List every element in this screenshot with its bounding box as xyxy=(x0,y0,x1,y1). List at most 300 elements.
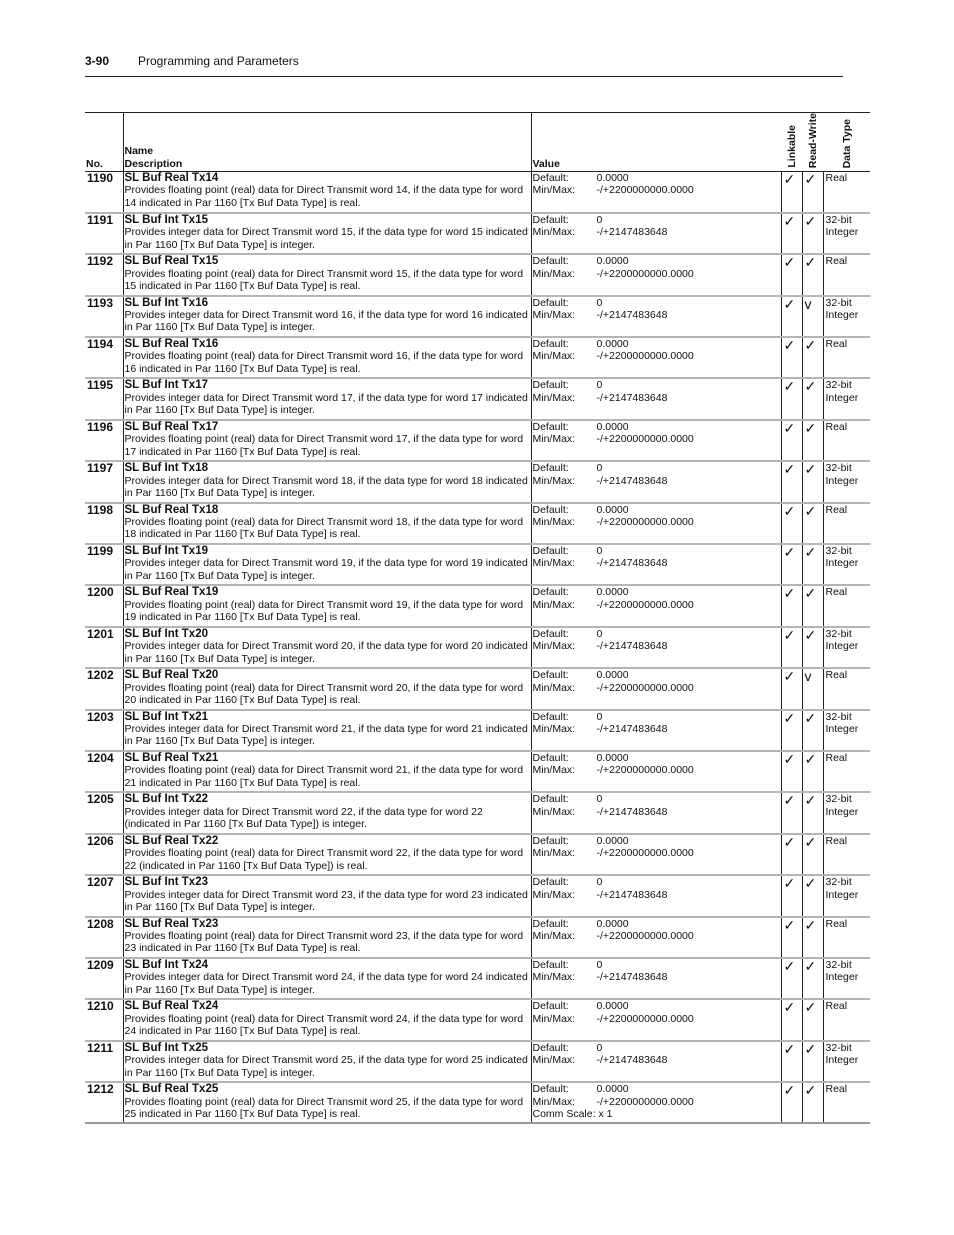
minmax-value: -/+2147483648 xyxy=(596,971,668,984)
data-type-line1: Real xyxy=(825,1083,848,1096)
param-name: SL Buf Real Tx24 xyxy=(124,1000,219,1013)
default-row xyxy=(533,504,781,516)
param-name: SL Buf Real Tx18 xyxy=(124,503,219,516)
default-row xyxy=(533,586,781,598)
data-type-line1: 32-bit xyxy=(825,379,852,392)
linkable-check: ✓ xyxy=(781,461,802,502)
default-label: Default: xyxy=(532,545,569,558)
default-value: 0.0000 xyxy=(596,503,629,516)
param-value xyxy=(531,751,781,792)
data-type xyxy=(823,917,870,958)
param-number: 1197 xyxy=(87,461,114,476)
table-row xyxy=(85,875,870,916)
minmax-row xyxy=(533,930,781,942)
minmax-value: -/+2147483648 xyxy=(596,640,668,653)
minmax-value: -/+2200000000.0000 xyxy=(596,1012,694,1025)
default-label: Default: xyxy=(532,462,569,475)
param-description: Provides integer data for Direct Transmit word 25, if the data type for word 25 indicated in Par 1160 [Tx Buf Data Type] is integer. xyxy=(124,1054,528,1079)
minmax-value: -/+2147483648 xyxy=(596,474,668,487)
data-type-line1: 32-bit xyxy=(825,1041,852,1054)
data-type xyxy=(823,999,870,1040)
minmax-label: Min/Max: xyxy=(532,971,576,984)
minmax-label: Min/Max: xyxy=(532,557,576,570)
data-type-line1: 32-bit xyxy=(825,213,852,226)
minmax-value: -/+2200000000.0000 xyxy=(596,184,694,197)
param-number: 1204 xyxy=(87,750,114,765)
default-label: Default: xyxy=(532,586,569,599)
param-number: 1201 xyxy=(87,626,114,641)
data-type-line1: 32-bit xyxy=(825,710,852,723)
minmax-label: Min/Max: xyxy=(532,309,576,322)
param-name-description xyxy=(123,544,531,585)
table-row xyxy=(85,751,870,792)
param-name: SL Buf Int Tx15 xyxy=(124,213,208,226)
linkable-check: ✓ xyxy=(781,875,802,916)
read-write-check: v xyxy=(802,668,823,709)
param-description: Provides integer data for Direct Transmit word 20, if the data type for word 20 indicated in Par 1160 [Tx Buf Data Type] is integer. xyxy=(124,640,528,665)
param-name-description xyxy=(123,213,531,254)
param-number: 1198 xyxy=(87,502,114,517)
param-name-description xyxy=(123,710,531,751)
minmax-row xyxy=(533,971,781,983)
table-row xyxy=(85,296,870,337)
default-row xyxy=(533,545,781,557)
param-value xyxy=(531,213,781,254)
param-name-description xyxy=(123,172,531,213)
minmax-row xyxy=(533,847,781,859)
default-row xyxy=(533,255,781,267)
linkable-check: ✓ xyxy=(781,710,802,751)
param-name-description xyxy=(123,503,531,544)
read-write-check: ✓ xyxy=(802,213,823,254)
param-value xyxy=(531,627,781,668)
read-write-check: ✓ xyxy=(802,337,823,378)
default-value: 0 xyxy=(596,462,603,475)
minmax-label: Min/Max: xyxy=(532,598,576,611)
minmax-value: -/+2147483648 xyxy=(596,888,668,901)
minmax-value: -/+2200000000.0000 xyxy=(596,350,694,363)
param-name-description xyxy=(123,378,531,419)
minmax-row xyxy=(533,475,781,487)
param-number: 1194 xyxy=(87,337,114,352)
read-write-check: ✓ xyxy=(802,585,823,626)
param-value xyxy=(531,503,781,544)
default-row xyxy=(533,462,781,474)
table-row xyxy=(85,420,870,461)
param-value xyxy=(531,834,781,875)
default-value: 0 xyxy=(596,958,603,971)
data-type-line1: Real xyxy=(825,669,848,682)
param-name-description xyxy=(123,999,531,1040)
data-type xyxy=(823,668,870,709)
param-name-description xyxy=(123,958,531,999)
data-type xyxy=(823,792,870,833)
param-value xyxy=(531,378,781,419)
linkable-check: ✓ xyxy=(781,296,802,337)
linkable-check: ✓ xyxy=(781,668,802,709)
default-value: 0 xyxy=(596,876,603,889)
param-number: 1190 xyxy=(87,171,114,185)
linkable-check: ✓ xyxy=(781,627,802,668)
read-write-check: ✓ xyxy=(802,751,823,792)
minmax-row xyxy=(533,350,781,362)
default-row xyxy=(533,876,781,888)
param-name: SL Buf Real Tx15 xyxy=(124,255,219,268)
minmax-value: -/+2147483648 xyxy=(596,805,668,818)
param-name: SL Buf Int Tx16 xyxy=(124,296,208,309)
default-value: 0 xyxy=(596,213,603,226)
default-value: 0.0000 xyxy=(596,586,629,599)
table-row xyxy=(85,172,870,213)
param-name: SL Buf Int Tx21 xyxy=(124,710,208,723)
data-type-line1: 32-bit xyxy=(825,793,852,806)
param-value xyxy=(531,544,781,585)
header-value: Value xyxy=(531,113,781,172)
default-row xyxy=(533,1083,781,1095)
default-label: Default: xyxy=(532,338,569,351)
read-write-check: ✓ xyxy=(802,544,823,585)
param-number: 1212 xyxy=(87,1082,114,1097)
param-description: Provides floating point (real) data for Direct Transmit word 14, if the data type for word 14 indicated in Par 1160 [Tx Buf Data Type] is real. xyxy=(124,184,524,209)
read-write-check: ✓ xyxy=(802,461,823,502)
param-description: Provides floating point (real) data for Direct Transmit word 18, if the data type for word 18 indicated in Par 1160 [Tx Buf Data Type] is real. xyxy=(124,516,524,541)
default-row xyxy=(533,959,781,971)
header-name: Name xyxy=(124,145,154,158)
default-label: Default: xyxy=(532,1000,569,1013)
param-name-description xyxy=(123,875,531,916)
param-number: 1207 xyxy=(87,875,114,890)
param-name-description xyxy=(123,917,531,958)
param-name-description xyxy=(123,627,531,668)
default-value: 0.0000 xyxy=(596,751,629,764)
minmax-row xyxy=(533,599,781,611)
data-type-line1: 32-bit xyxy=(825,958,852,971)
param-name-description xyxy=(123,1082,531,1123)
default-row xyxy=(533,214,781,226)
header-description: Description xyxy=(124,157,183,170)
param-value xyxy=(531,668,781,709)
data-type-line2: Integer xyxy=(825,309,859,322)
param-description: Provides integer data for Direct Transmit word 17, if the data type for word 17 indicated in Par 1160 [Tx Buf Data Type] is integer. xyxy=(124,391,528,417)
default-label: Default: xyxy=(532,1041,569,1054)
minmax-label: Min/Max: xyxy=(532,847,576,860)
data-type-line1: 32-bit xyxy=(825,296,852,309)
comm-scale-value: x 1 xyxy=(598,1107,613,1120)
data-type-line2: Integer xyxy=(825,474,859,487)
param-name: SL Buf Real Tx23 xyxy=(124,917,219,930)
default-row xyxy=(533,835,781,847)
table-row xyxy=(85,834,870,875)
data-type xyxy=(823,627,870,668)
param-name-description xyxy=(123,254,531,295)
minmax-value: -/+2200000000.0000 xyxy=(596,433,694,446)
minmax-value: -/+2147483648 xyxy=(596,722,668,735)
comm-scale-row xyxy=(533,1108,781,1120)
minmax-value: -/+2200000000.0000 xyxy=(596,764,694,777)
param-number: 1208 xyxy=(87,916,114,931)
default-value: 0 xyxy=(596,710,603,723)
data-type-line2: Integer xyxy=(825,226,859,239)
minmax-value: -/+2147483648 xyxy=(596,1054,668,1067)
default-value: 0.0000 xyxy=(596,1083,629,1096)
param-name: SL Buf Real Tx21 xyxy=(124,751,219,764)
table-row xyxy=(85,792,870,833)
linkable-check: ✓ xyxy=(781,834,802,875)
read-write-check: ✓ xyxy=(802,834,823,875)
default-row xyxy=(533,669,781,681)
default-value: 0.0000 xyxy=(596,669,629,682)
param-number: 1211 xyxy=(87,1040,114,1055)
default-value: 0.0000 xyxy=(596,1000,629,1013)
data-type xyxy=(823,378,870,419)
data-type xyxy=(823,958,870,999)
table-row xyxy=(85,1082,870,1123)
minmax-label: Min/Max: xyxy=(532,350,576,363)
read-write-check: ✓ xyxy=(802,172,823,213)
param-value xyxy=(531,958,781,999)
minmax-value: -/+2200000000.0000 xyxy=(596,929,694,942)
param-description: Provides floating point (real) data for Direct Transmit word 15, if the data type for word 15 indicated in Par 1160 [Tx Buf Data Type] is real. xyxy=(124,267,524,293)
default-row xyxy=(533,918,781,930)
default-label: Default: xyxy=(532,172,569,184)
data-type xyxy=(823,585,870,626)
linkable-check: ✓ xyxy=(781,585,802,626)
param-number: 1210 xyxy=(87,999,114,1014)
param-number: 1205 xyxy=(87,792,114,807)
minmax-value: -/+2147483648 xyxy=(596,226,668,239)
data-type-line1: Real xyxy=(825,503,848,516)
table-row xyxy=(85,668,870,709)
default-label: Default: xyxy=(532,213,569,226)
read-write-check: ✓ xyxy=(802,420,823,461)
param-description: Provides integer data for Direct Transmit word 16, if the data type for word 16 indicated in Par 1160 [Tx Buf Data Type] is integer. xyxy=(124,309,528,334)
page-number: 3-90 xyxy=(85,54,110,68)
default-value: 0.0000 xyxy=(596,172,629,184)
minmax-label: Min/Max: xyxy=(532,267,576,280)
param-number: 1202 xyxy=(87,668,114,683)
default-row xyxy=(533,793,781,805)
table-body xyxy=(85,172,870,1124)
data-type-line2: Integer xyxy=(825,722,859,735)
param-name-description xyxy=(123,585,531,626)
data-type-line1: Real xyxy=(825,834,848,847)
default-label: Default: xyxy=(532,958,569,971)
linkable-check: ✓ xyxy=(781,337,802,378)
default-label: Default: xyxy=(532,255,569,268)
default-row xyxy=(533,752,781,764)
param-description: Provides integer data for Direct Transmit word 22, if the data type for word 22 (indicated in Par 1160 [Tx Buf Data Type]) is integer. xyxy=(124,805,483,831)
default-label: Default: xyxy=(532,876,569,889)
minmax-row xyxy=(533,640,781,652)
minmax-value: -/+2200000000.0000 xyxy=(596,681,694,694)
minmax-label: Min/Max: xyxy=(532,681,576,694)
table-row xyxy=(85,213,870,254)
minmax-label: Min/Max: xyxy=(532,722,576,735)
param-description: Provides floating point (real) data for Direct Transmit word 16, if the data type for word 16 indicated in Par 1160 [Tx Buf Data Type] is real. xyxy=(124,350,524,375)
linkable-check: ✓ xyxy=(781,751,802,792)
data-type xyxy=(823,1082,870,1123)
param-value xyxy=(531,172,781,213)
table-row xyxy=(85,627,870,668)
param-name: SL Buf Real Tx14 xyxy=(124,172,219,184)
param-name: SL Buf Int Tx18 xyxy=(124,462,208,475)
param-name-description xyxy=(123,461,531,502)
linkable-check: ✓ xyxy=(781,378,802,419)
data-type-line1: Real xyxy=(825,255,848,268)
read-write-check: ✓ xyxy=(802,710,823,751)
table-row xyxy=(85,710,870,751)
data-type-line1: Real xyxy=(825,338,848,351)
data-type xyxy=(823,213,870,254)
minmax-value: -/+2147483648 xyxy=(596,557,668,570)
default-value: 0.0000 xyxy=(596,917,629,930)
page-header xyxy=(85,52,843,77)
linkable-check: ✓ xyxy=(781,792,802,833)
data-type-line2: Integer xyxy=(825,888,859,901)
read-write-check: ✓ xyxy=(802,792,823,833)
data-type-line2: Integer xyxy=(825,640,859,653)
table-row xyxy=(85,378,870,419)
param-description: Provides floating point (real) data for Direct Transmit word 24, if the data type for word 24 indicated in Par 1160 [Tx Buf Data Type] is real. xyxy=(124,1012,524,1038)
data-type-line1: Real xyxy=(825,586,848,599)
minmax-label: Min/Max: xyxy=(532,1012,576,1025)
read-write-check: ✓ xyxy=(802,999,823,1040)
param-name-description xyxy=(123,792,531,833)
table-row xyxy=(85,1041,870,1082)
minmax-label: Min/Max: xyxy=(532,391,576,404)
minmax-label: Min/Max: xyxy=(532,888,576,901)
section-title: Programming and Parameters xyxy=(138,54,299,68)
minmax-row xyxy=(533,516,781,528)
param-value xyxy=(531,792,781,833)
table-row xyxy=(85,999,870,1040)
linkable-check: ✓ xyxy=(781,1041,802,1082)
read-write-check: ✓ xyxy=(802,378,823,419)
data-type-line1: Real xyxy=(825,420,848,433)
linkable-check: ✓ xyxy=(781,1082,802,1123)
minmax-row xyxy=(533,268,781,280)
data-type xyxy=(823,1041,870,1082)
param-name: SL Buf Real Tx16 xyxy=(124,338,219,351)
header-linkable: Linkable xyxy=(781,113,802,172)
linkable-check: ✓ xyxy=(781,213,802,254)
data-type-line1: 32-bit xyxy=(825,545,852,558)
data-type-line2: Integer xyxy=(825,1054,859,1067)
minmax-value: -/+2200000000.0000 xyxy=(596,598,694,611)
read-write-check: ✓ xyxy=(802,875,823,916)
minmax-value: -/+2147483648 xyxy=(596,309,668,322)
param-number: 1200 xyxy=(87,585,114,600)
minmax-label: Min/Max: xyxy=(532,226,576,239)
param-name: SL Buf Int Tx23 xyxy=(124,876,208,889)
table-row xyxy=(85,254,870,295)
param-value xyxy=(531,917,781,958)
minmax-label: Min/Max: xyxy=(532,184,576,197)
param-value xyxy=(531,337,781,378)
default-label: Default: xyxy=(532,917,569,930)
data-type xyxy=(823,875,870,916)
param-name: SL Buf Int Tx25 xyxy=(124,1041,208,1054)
default-label: Default: xyxy=(532,1083,569,1096)
linkable-check: ✓ xyxy=(781,917,802,958)
minmax-row xyxy=(533,723,781,735)
param-description: Provides integer data for Direct Transmit word 21, if the data type for word 21 indicated in Par 1160 [Tx Buf Data Type] is integer. xyxy=(124,722,528,748)
default-value: 0 xyxy=(596,379,603,392)
minmax-row xyxy=(533,1096,781,1108)
param-value xyxy=(531,585,781,626)
data-type xyxy=(823,420,870,461)
data-type xyxy=(823,461,870,502)
param-value xyxy=(531,710,781,751)
minmax-label: Min/Max: xyxy=(532,805,576,818)
param-name: SL Buf Int Tx17 xyxy=(124,379,208,392)
default-row xyxy=(533,1000,781,1012)
read-write-check: ✓ xyxy=(802,1082,823,1123)
data-type-line1: 32-bit xyxy=(825,627,852,640)
param-value xyxy=(531,420,781,461)
param-description: Provides integer data for Direct Transmit word 15, if the data type for word 15 indicated in Par 1160 [Tx Buf Data Type] is integer. xyxy=(124,226,528,251)
table-row xyxy=(85,958,870,999)
minmax-label: Min/Max: xyxy=(532,764,576,777)
param-name: SL Buf Int Tx19 xyxy=(124,545,208,558)
default-label: Default: xyxy=(532,834,569,847)
default-row xyxy=(533,297,781,309)
minmax-row xyxy=(533,764,781,776)
minmax-value: -/+2200000000.0000 xyxy=(596,516,694,529)
read-write-check: ✓ xyxy=(802,1041,823,1082)
param-number: 1203 xyxy=(87,709,114,724)
default-row xyxy=(533,338,781,350)
param-name: SL Buf Real Tx25 xyxy=(124,1083,219,1096)
minmax-row xyxy=(533,184,781,196)
minmax-value: -/+2200000000.0000 xyxy=(596,267,694,280)
minmax-row xyxy=(533,392,781,404)
param-value xyxy=(531,999,781,1040)
minmax-value: -/+2147483648 xyxy=(596,391,668,404)
minmax-label: Min/Max: xyxy=(532,516,576,529)
data-type-line1: 32-bit xyxy=(825,876,852,889)
minmax-label: Min/Max: xyxy=(532,474,576,487)
linkable-check: ✓ xyxy=(781,172,802,213)
param-name-description xyxy=(123,751,531,792)
param-description: Provides floating point (real) data for Direct Transmit word 21, if the data type for word 21 indicated in Par 1160 [Tx Buf Data Type] is real. xyxy=(124,764,524,789)
param-description: Provides floating point (real) data for Direct Transmit word 20, if the data type for word 20 indicated in Par 1160 [Tx Buf Data Type] is real. xyxy=(124,681,524,706)
param-name-description xyxy=(123,420,531,461)
param-number: 1192 xyxy=(87,254,114,269)
param-name: SL Buf Int Tx24 xyxy=(124,958,208,971)
linkable-check: ✓ xyxy=(781,999,802,1040)
default-value: 0 xyxy=(596,545,603,558)
data-type-line2: Integer xyxy=(825,971,859,984)
table-row xyxy=(85,585,870,626)
param-value xyxy=(531,296,781,337)
data-type xyxy=(823,296,870,337)
table-row xyxy=(85,544,870,585)
param-description: Provides floating point (real) data for Direct Transmit word 22, if the data type for word 22 (indicated in Par 1160 [Tx Buf Data Type]) is real. xyxy=(124,847,524,872)
data-type xyxy=(823,751,870,792)
default-label: Default: xyxy=(532,379,569,392)
minmax-label: Min/Max: xyxy=(532,433,576,446)
param-number: 1191 xyxy=(87,212,114,227)
param-description: Provides integer data for Direct Transmit word 23, if the data type for word 23 indicated in Par 1160 [Tx Buf Data Type] is integer. xyxy=(124,888,528,913)
minmax-row xyxy=(533,309,781,321)
default-value: 0 xyxy=(596,793,603,806)
param-name: SL Buf Real Tx22 xyxy=(124,834,219,847)
default-label: Default: xyxy=(532,751,569,764)
default-value: 0 xyxy=(596,627,603,640)
table-row xyxy=(85,337,870,378)
data-type xyxy=(823,172,870,213)
